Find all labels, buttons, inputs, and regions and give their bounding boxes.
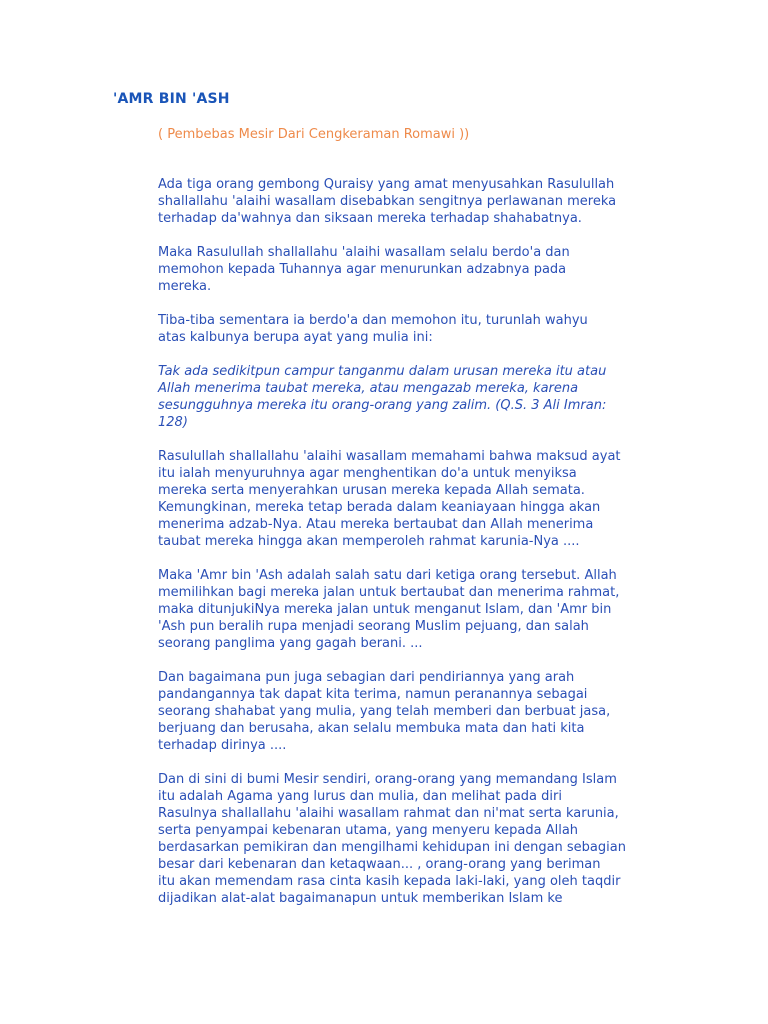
text-line: taubat mereka hingga akan memperoleh rahmat karunia-Nya .... <box>158 534 580 549</box>
text-line: shallallahu 'alaihi wasallam disebabkan sengitnya perlawanan mereka <box>158 194 617 209</box>
paragraph <box>158 176 658 227</box>
text-line: Maka Rasulullah shallallahu 'alaihi wasallam selalu berdo'a dan <box>158 245 570 260</box>
text-line: pandangannya tak dapat kita terima, namun peranannya sebagai <box>158 687 588 702</box>
text-line: memohon kepada Tuhannya agar menurunkan adzabnya pada <box>158 262 567 277</box>
document-body <box>158 176 658 924</box>
paragraph <box>158 448 658 550</box>
text-line: 128) <box>158 415 188 430</box>
text-line: Allah menerima taubat mereka, atau mengazab mereka, karena <box>158 381 579 396</box>
text-line: Dan di sini di bumi Mesir sendiri, orang-orang yang memandang Islam <box>158 772 617 787</box>
text-line: atas kalbunya berupa ayat yang mulia ini: <box>158 330 433 345</box>
text-line: Ada tiga orang gembong Quraisy yang amat menyusahkan Rasulullah <box>158 177 615 192</box>
text-line: itu akan memendam rasa cinta kasih kepada laki-laki, yang oleh taqdir <box>158 874 621 889</box>
text-line: berdasarkan pemikiran dan mengilhami kehidupan ini dengan sebagian <box>158 840 626 855</box>
text-line: Kemungkinan, mereka tetap berada dalam keaniayaan hingga akan <box>158 500 601 515</box>
document-subtitle: ( Pembebas Mesir Dari Cengkeraman Romawi )) <box>158 127 470 142</box>
text-line: berjuang dan berusaha, akan selalu membuka mata dan hati kita <box>158 721 585 736</box>
paragraph <box>158 669 658 754</box>
text-line: seorang shahabat yang mulia, yang telah memberi dan berbuat jasa, <box>158 704 611 719</box>
text-line: menerima adzab-Nya. Atau mereka bertaubat dan Allah menerima <box>158 517 594 532</box>
text-line: serta penyampai kebenaran utama, yang menyeru kepada Allah <box>158 823 579 838</box>
paragraph <box>158 312 658 346</box>
text-line: terhadap da'wahnya dan siksaan mereka terhadap shahabatnya. <box>158 211 582 226</box>
text-line: Tak ada sedikitpun campur tanganmu dalam urusan mereka itu atau <box>158 364 607 379</box>
text-line: terhadap dirinya .... <box>158 738 287 753</box>
quote-paragraph <box>158 363 658 431</box>
text-line: seorang panglima yang gagah berani. ... <box>158 636 423 651</box>
text-line: Maka 'Amr bin 'Ash adalah salah satu dari ketiga orang tersebut. Allah <box>158 568 617 583</box>
text-line: maka ditunjukiNya mereka jalan untuk menganut Islam, dan 'Amr bin <box>158 602 612 617</box>
text-line: Tiba-tiba sementara ia berdo'a dan memohon itu, turunlah wahyu <box>158 313 588 328</box>
text-line: itu adalah Agama yang lurus dan mulia, dan melihat pada diri <box>158 789 562 804</box>
text-line: itu ialah menyuruhnya agar menghentikan do'a untuk menyiksa <box>158 466 577 481</box>
paragraph <box>158 244 658 295</box>
text-line: Rasulullah shallallahu 'alaihi wasallam memahami bahwa maksud ayat <box>158 449 621 464</box>
text-line: Dan bagaimana pun juga sebagian dari pendiriannya yang arah <box>158 670 575 685</box>
paragraph <box>158 771 658 907</box>
text-line: memilihkan bagi mereka jalan untuk bertaubat dan menerima rahmat, <box>158 585 620 600</box>
text-line: mereka. <box>158 279 212 294</box>
text-line: dijadikan alat-alat bagaimanapun untuk memberikan Islam ke <box>158 891 563 906</box>
text-line: besar dari kebenaran dan ketaqwaan... , orang-orang yang beriman <box>158 857 601 872</box>
document-title: 'AMR BIN 'ASH <box>113 91 230 107</box>
text-line: mereka serta menyerahkan urusan mereka kepada Allah semata. <box>158 483 585 498</box>
text-line: sesungguhnya mereka itu orang-orang yang zalim. (Q.S. 3 Ali Imran: <box>158 398 607 413</box>
text-line: 'Ash pun beralih rupa menjadi seorang Muslim pejuang, dan salah <box>158 619 589 634</box>
paragraph <box>158 567 658 652</box>
text-line: Rasulnya shallallahu 'alaihi wasallam rahmat dan ni'mat serta karunia, <box>158 806 619 821</box>
